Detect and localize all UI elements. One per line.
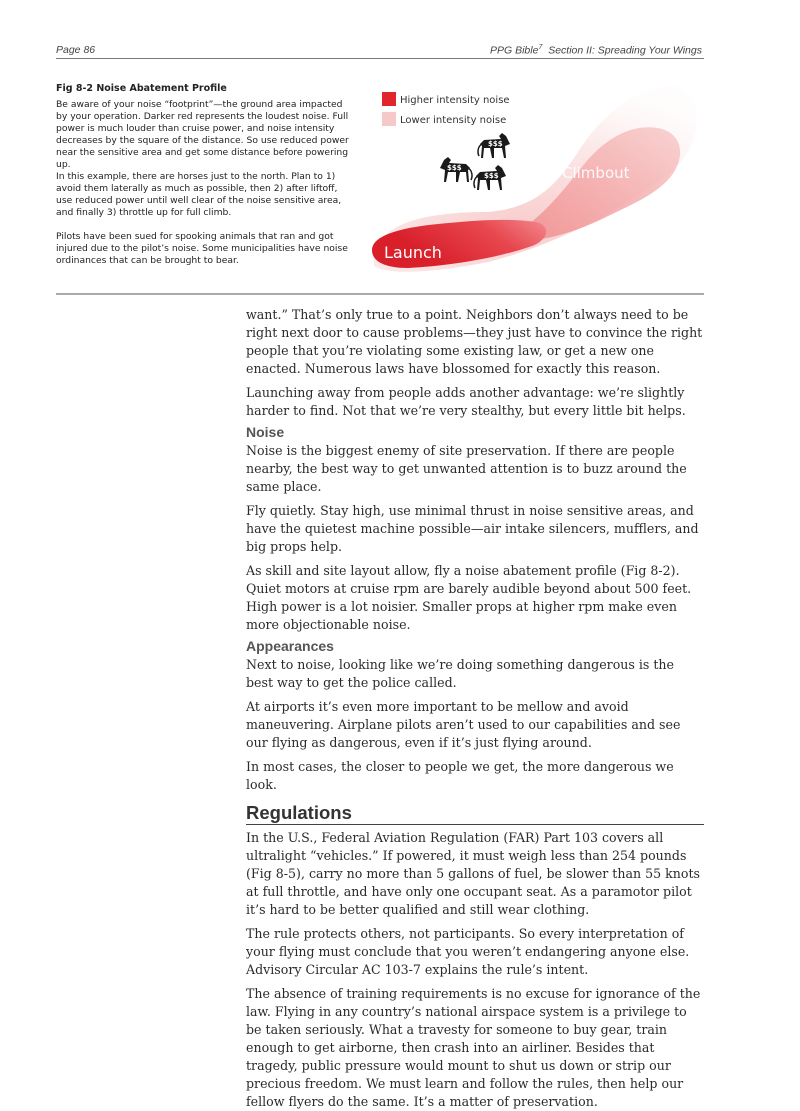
body-paragraph-8: In most cases, the closer to people we get, the more dangerous we look. bbox=[246, 759, 674, 792]
section-title: Section II: Spreading Your Wings bbox=[548, 44, 702, 57]
body-text bbox=[246, 306, 704, 1111]
running-header-title bbox=[490, 44, 702, 57]
body-paragraph-2: Launching away from people adds another advantage: we’re slightly harder to find. Not that we’re very stealthy, but every little bit helps. bbox=[246, 385, 686, 418]
body-paragraph-4: Fly quietly. Stay high, use minimal thrust in noise sensitive areas, and have the quietest machine possible—air intake silencers, mufflers, and big props help. bbox=[246, 503, 699, 554]
legend-low-swatch bbox=[382, 112, 396, 126]
horse-2 bbox=[478, 133, 510, 158]
header-divider bbox=[56, 58, 704, 59]
page-number: Page 86 bbox=[56, 44, 96, 56]
edition-number: 7 bbox=[538, 44, 543, 51]
horse-3-tag: $$$ bbox=[484, 172, 499, 180]
figure-caption-3: Pilots have been sued for spooking animals that ran and got injured due to the pilot’s noise. Some municipalities have noise ordinances that can be brought to bear. bbox=[56, 231, 348, 267]
figure-caption-1: Be aware of your noise “footprint”—the ground area impacted by your operation. Darker red represents the loudest noise. Full power is much louder than cruise power, and noise intensity decreases by the square of the distance. So use reduced power near the sensitive area and get some distance before powering up. bbox=[56, 99, 349, 171]
noise-abatement-figure bbox=[368, 72, 704, 280]
heading-regulations: Regulations bbox=[246, 802, 704, 825]
legend-high-swatch bbox=[382, 92, 396, 106]
launch-label: Launch bbox=[384, 243, 442, 262]
body-paragraph-9: In the U.S., Federal Aviation Regulation (FAR) Part 103 covers all ultralight “vehicles.” If powered, it must weigh less than 254 pounds (Fig 8-5), carry no more than 5 gallons of fuel, be slower than 55 knots at full throttle, and have only one occupant seat. As a paramotor pilot it’s hard to be better qualified and still wear clothing. bbox=[246, 830, 700, 917]
figure-separator bbox=[56, 293, 704, 295]
body-paragraph-11: The absence of training requirements is no excuse for ignorance of the law. Flying in any country’s national airspace system is a privilege to be taken seriously. What a travesty for someone to buy gear, train enough to get airborne, then crash into an airliner. Besides that tragedy, public pressure would mount to shut us down or strip our precious freedom. We must learn and follow the rules, then help our fellow flyers do the same. It’s a matter of preservation. bbox=[246, 986, 701, 1109]
legend-high-label: Higher intensity noise bbox=[400, 95, 510, 106]
horse-1-tag: $$$ bbox=[447, 164, 462, 172]
body-paragraph-7: At airports it’s even more important to be mellow and avoid maneuvering. Airplane pilots aren’t used to our capabilities and see our flying as dangerous, even if it’s just flying around. bbox=[246, 699, 681, 750]
body-paragraph-5: As skill and site layout allow, fly a noise abatement profile (Fig 8-2). Quiet motors at cruise rpm are barely audible beyond about 500 feet. High power is a lot noisier. Smaller props at higher rpm make even more objectionable noise. bbox=[246, 563, 692, 632]
book-title: PPG Bible bbox=[489, 44, 539, 57]
horse-1 bbox=[440, 157, 472, 182]
body-paragraph-10: The rule protects others, not participants. So every interpretation of your flying must conclude that you weren’t endangering anyone else. Advisory Circular AC 103-7 explains the rule’s intent. bbox=[246, 926, 690, 977]
horse-2-tag: $$$ bbox=[488, 140, 503, 148]
heading-appearances: Appearances bbox=[246, 638, 334, 654]
figure-title: Fig 8-2 Noise Abatement Profile bbox=[56, 83, 227, 94]
body-paragraph-3: Noise is the biggest enemy of site preservation. If there are people nearby, the best way to get unwanted attention is to buzz around the same place. bbox=[246, 443, 687, 494]
heading-noise: Noise bbox=[246, 424, 285, 440]
climbout-label: Climbout bbox=[562, 164, 630, 182]
body-paragraph-1: want.” That’s only true to a point. Neighbors don’t always need to be right next door to cause problems—they just have to convince the right people that you’re violating some existing law, or get a new one enacted. Numerous laws have blossomed for exactly this reason. bbox=[246, 307, 703, 376]
body-paragraph-6: Next to noise, looking like we’re doing something dangerous is the best way to get the police called. bbox=[246, 657, 674, 690]
figure-caption-2: In this example, there are horses just to the north. Plan to 1) avoid them laterally as much as possible, then 2) after liftoff, use reduced power until well clear of the noise sensitive area, and finally 3) throttle up for full climb. bbox=[56, 171, 342, 219]
horse-3 bbox=[474, 165, 506, 190]
legend-low-label: Lower intensity noise bbox=[400, 115, 507, 126]
